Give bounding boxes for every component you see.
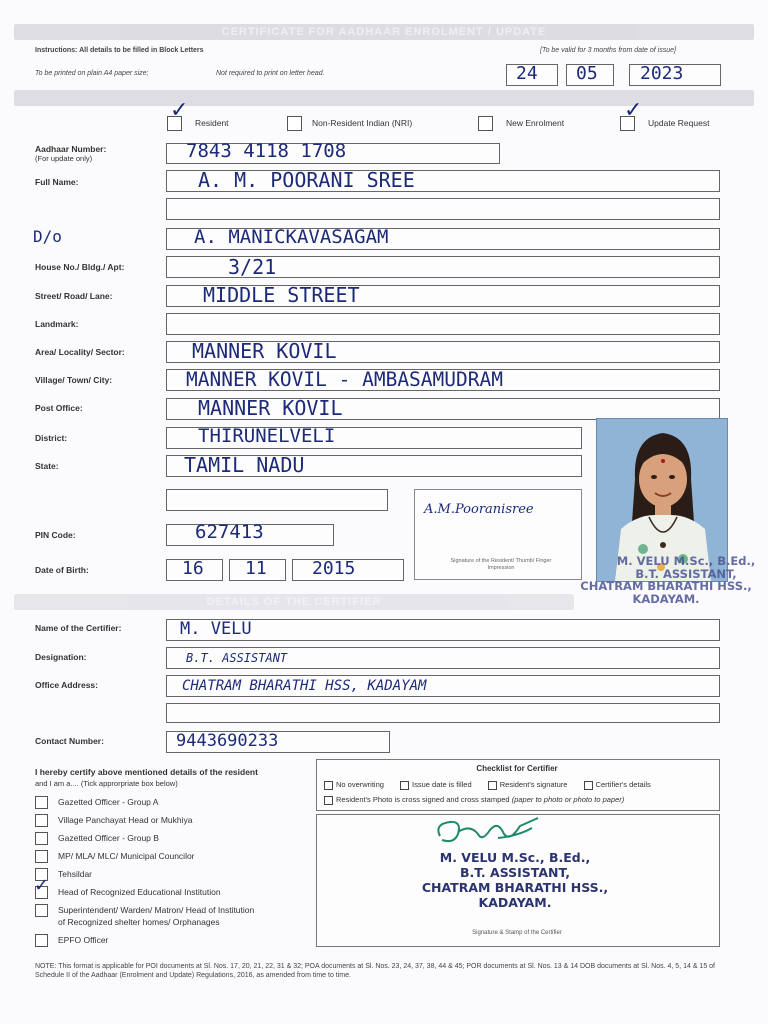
category-checkbox[interactable] [35, 904, 48, 917]
aadhaar-value: 7843 4118 1708 [186, 140, 347, 162]
certify-statement: I hereby certify above mentioned details of the resident [35, 767, 258, 777]
category-superintendent-line2: of Recognized shelter homes/ Orphanages [58, 917, 220, 927]
certifier-stamp-line-2: B.T. ASSISTANT, [460, 865, 570, 880]
new-enrolment-checkbox[interactable] [478, 116, 493, 131]
contact-label: Contact Number: [35, 736, 104, 746]
checklist-item: Issue date is filled [412, 780, 472, 789]
area-label: Area/ Locality/ Sector: [35, 347, 125, 357]
date-day: 24 [516, 63, 538, 84]
certifier-name-label: Name of the Certifier: [35, 623, 122, 633]
state-label: State: [35, 461, 59, 471]
category-label: Village Panchayat Head or Mukhiya [58, 814, 193, 825]
category-label: Head of Recognized Educational Institution [58, 886, 221, 897]
certifier-banner [14, 594, 574, 610]
title-banner [14, 24, 754, 40]
checklist-title: Checklist for Certifier [476, 764, 558, 773]
house-value: 3/21 [228, 255, 277, 279]
resident-label: Resident [195, 118, 229, 128]
dob-month: 11 [245, 558, 267, 579]
checklist-note-paren: (paper to photo or photo to paper) [511, 795, 625, 804]
district-value: THIRUNELVELI [198, 425, 336, 447]
photo-stamp-line-3: CHATRAM BHARATHI HSS., [580, 579, 752, 594]
category-label: Gazetted Officer - Group A [58, 796, 159, 807]
certify-instruction: and I am a.... (Tick approrpriate box below) [35, 779, 178, 788]
update-request-tick-icon: ✓ [624, 98, 643, 123]
aadhaar-sublabel: (For update only) [35, 154, 93, 163]
relation-label: D/o [33, 227, 62, 246]
checklist-checkbox[interactable] [488, 781, 497, 790]
office-address-value: CHATRAM BHARATHI HSS, KADAYAM [182, 678, 427, 694]
details-banner [14, 90, 754, 106]
pin-label: PIN Code: [35, 530, 76, 540]
category-checkbox[interactable] [35, 796, 48, 809]
category-label: MP/ MLA/ MLC/ Municipal Councilor [58, 850, 195, 861]
contact-value: 9443690233 [176, 731, 279, 751]
relation-value: A. MANICKAVASAGAM [194, 226, 389, 248]
category-label: EPFO Officer [58, 934, 109, 945]
office-address-label: Office Address: [35, 680, 98, 690]
village-value: MANNER KOVIL - AMBASAMUDRAM [186, 368, 503, 391]
landmark-label: Landmark: [35, 319, 79, 329]
category-checkbox[interactable] [35, 934, 48, 947]
aadhaar-label-text: Aadhaar Number: [35, 144, 107, 154]
certifier-stamp-line-3: CHATRAM BHARATHI HSS., [421, 880, 609, 895]
category-label: Tehsildar [58, 868, 93, 879]
category-label: Gazetted Officer - Group B [58, 832, 159, 843]
designation-value: B.T. ASSISTANT [186, 651, 288, 665]
resident-signature: A.M.Pooranisree [424, 502, 534, 517]
area-value: MANNER KOVIL [192, 339, 337, 363]
checklist-checkbox[interactable] [584, 781, 593, 790]
house-label: House No./ Bldg./ Apt: [35, 262, 125, 272]
certifier-signature-icon [428, 812, 558, 852]
validity-note: [To be valid for 3 months from date of issue] [540, 47, 676, 54]
street-value: MIDDLE STREET [203, 283, 360, 307]
state-value: TAMIL NADU [184, 453, 305, 477]
title-banner-text: CERTIFICATE FOR AADHAAR ENROLMENT / UPDATE [221, 26, 547, 38]
category-panchayat-head[interactable] [35, 814, 193, 827]
full-name-field-line2[interactable] [166, 198, 720, 220]
checklist-checkbox[interactable] [324, 781, 333, 790]
photo-stamp-line-2: B.T. ASSISTANT, [635, 566, 737, 581]
resident-tick-icon: ✓ [170, 98, 189, 123]
pin-value: 627413 [195, 521, 264, 543]
footer-note: NOTE: This format is applicable for POI documents at Sl. Nos. 17, 20, 21, 22, 31 & 32; POA documents at Sl. Nos. 23, 24, 37, 38, 44 & 45; POR documents at Sl. Nos. 13 & 14 DOB documents at Sl. Nos. 4, 5, 14 & 15 of Schedule II of the Aadhaar (Enrolment and Update) Regulations, 2016, as amended from time to time. [35, 963, 715, 980]
category-gazetted-b[interactable] [35, 832, 159, 845]
category-head-educational[interactable] [35, 886, 221, 899]
checklist-photo-note [324, 795, 624, 805]
certifier-name-value: M. VELU [180, 619, 252, 639]
landmark-field[interactable] [166, 313, 720, 335]
checklist-item: Resident's signature [499, 780, 568, 789]
dob-label: Date of Birth: [35, 565, 89, 575]
photo-stamp-line-1: M. VELU M.Sc., B.Ed., [616, 554, 756, 568]
post-office-value: MANNER KOVIL [198, 396, 343, 420]
category-checkbox[interactable] [35, 814, 48, 827]
district-label: District: [35, 433, 68, 443]
category-checkbox[interactable] [35, 850, 48, 863]
print-note: To be printed on plain A4 paper size; [35, 70, 149, 77]
certifier-stamp [340, 850, 690, 910]
stamp-caption: Signature & Stamp of the Certifier [472, 930, 562, 936]
date-month: 05 [576, 63, 598, 84]
signature-caption: Signature of the Resident/ Thumb/ Finger Impression [450, 558, 552, 572]
street-label: Street/ Road/ Lane: [35, 291, 113, 301]
post-office-label: Post Office: [35, 403, 83, 413]
extra-blank-field[interactable] [166, 489, 388, 511]
checklist-item: No overwriting [336, 780, 384, 789]
instructions-text: Instructions: All details to be filled in Block Letters [35, 47, 204, 54]
full-name-value: A. M. POORANI SREE [198, 168, 415, 192]
new-enrolment-label: New Enrolment [506, 118, 565, 128]
category-checkbox[interactable] [35, 832, 48, 845]
checklist-checkbox[interactable] [324, 796, 333, 805]
dob-day: 16 [182, 558, 204, 579]
category-label: Superintendent/ Warden/ Matron/ Head of Institution [58, 904, 255, 915]
letterhead-note: Not required to print on letter head. [216, 70, 325, 77]
checklist-item: Certifier's details [595, 780, 651, 789]
date-year: 2023 [640, 63, 684, 84]
aadhaar-label [35, 144, 106, 163]
photo-stamp-line-4: KADAYAM. [632, 591, 700, 606]
certifier-stamp-line-1: M. VELU M.Sc., B.Ed., [439, 850, 591, 865]
certifier-stamp-line-4: KADAYAM. [478, 895, 552, 910]
nri-checkbox[interactable] [287, 116, 302, 131]
full-name-label: Full Name: [35, 177, 79, 187]
nri-label: Non-Resident Indian (NRI) [312, 118, 413, 128]
category-gazetted-a[interactable] [35, 796, 158, 809]
update-request-label: Update Request [648, 118, 710, 128]
photo-stamp [564, 555, 768, 606]
educational-head-tick-icon: ✓ [34, 875, 50, 896]
dob-year: 2015 [312, 558, 356, 579]
checklist-note-text: Resident's Photo is cross signed and cross stamped [336, 795, 510, 804]
category-superintendent[interactable] [35, 904, 254, 917]
designation-label: Designation: [35, 652, 87, 662]
category-epfo[interactable] [35, 934, 108, 947]
certifier-banner-text: DETAILS OF THE CERTIFIER [206, 596, 382, 608]
checklist-checkbox[interactable] [400, 781, 409, 790]
category-mp-mla[interactable] [35, 850, 195, 863]
office-address-field-line2[interactable] [166, 703, 720, 723]
village-label: Village/ Town/ City: [35, 375, 113, 385]
checklist-items [324, 780, 651, 790]
